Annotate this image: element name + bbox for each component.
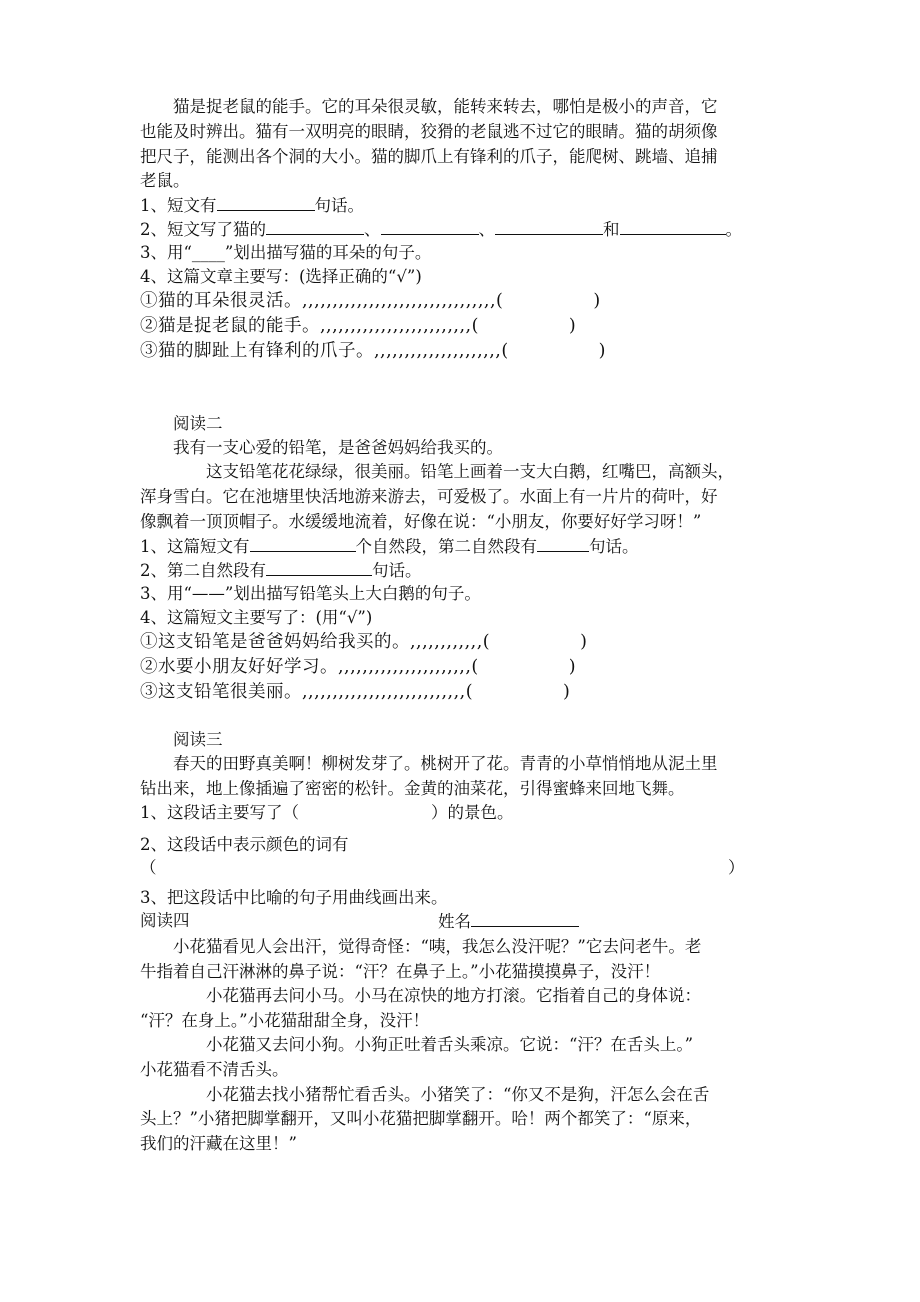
reading2-para-line: 像飘着一顶顶帽子。水缓缓地流着，好像在说：“小朋友，你要好好学习呀！” [140, 512, 702, 531]
name-blank[interactable] [471, 910, 579, 927]
reading2-question-4: 4、这篇短文主要写了：(用“√”) [140, 608, 373, 627]
reading2-option-2[interactable]: ②水要小朋友好好学习。,,,,,,,,,,,,,,,,,,,,,,( ) [140, 657, 577, 677]
reading3-heading: 阅读三 [140, 730, 223, 749]
reading3-para-line: 春天的田野真美啊！柳树发芽了。桃树开了花。青青的小草悄悄地从泥土里 [140, 754, 718, 773]
reading2-para-line: 这支铅笔花花绿绿，很美丽。铅笔上画着一支大白鹅，红嘴巴，高额头， [140, 462, 734, 481]
reading1-option-1[interactable]: ①猫的耳朵很灵活。,,,,,,,,,,,,,,,,,,,,,,,,,,,,,,,,( ) [140, 291, 601, 311]
reading1-para-line: 也能及时辨出。猫有一双明亮的眼睛，狡猾的老鼠逃不过它的眼睛。猫的胡须像 [140, 122, 718, 141]
reading3-answer-open-paren: （ [140, 858, 157, 877]
reading3-answer-close-paren: ） [728, 858, 745, 877]
answer-blank[interactable] [381, 218, 479, 235]
reading3-question-1: 1、这段话主要写了（ ）的景色。 [140, 803, 514, 822]
answer-blank[interactable] [266, 559, 372, 576]
reading1-question-2: 2、短文写了猫的 、 、 和 。 [140, 220, 742, 239]
reading1-para-line: 老鼠。 [140, 171, 190, 190]
answer-blank[interactable] [250, 535, 356, 552]
reading2-para-line: 浑身雪白。它在池塘里快活地游来游去，可爱极了。水面上有一片片的荷叶，好 [140, 487, 718, 506]
reading3-question-2: 2、这段话中表示颜色的词有 [140, 835, 349, 854]
reading4-para-line: “汗？在身上。”小花猫甜甜全身，没汗！ [140, 1011, 430, 1030]
name-field: 姓名 [438, 910, 579, 932]
reading2-option-1[interactable]: ①这支铅笔是爸爸妈妈给我买的。,,,,,,,,,,,,( ) [140, 632, 588, 652]
reading4-para-line: 小花猫再去问小马。小马在凉快的地方打滚。它指着自己的身体说： [140, 986, 701, 1005]
answer-blank[interactable] [620, 218, 726, 235]
reading2-heading: 阅读二 [140, 414, 223, 433]
reading4-para-line: 我们的汗藏在这里！” [140, 1134, 297, 1153]
reading4-para-line: 头上？”小猪把脚掌翻开，又叫小花猫把脚掌翻开。哈！两个都笑了：“原来， [140, 1109, 702, 1128]
reading4-para-line: 小花猫又去问小狗。小狗正吐着舌头乘凉。它说：“汗？在舌头上。” [140, 1035, 694, 1054]
reading4-para-line: 小花猫看不清舌头。 [140, 1060, 289, 1079]
reading1-para-line: 把尺子，能测出各个洞的大小。猫的脚爪上有锋利的爪子，能爬树、跳墙、追捕 [140, 147, 718, 166]
reading1-para-line: 猫是捉老鼠的能手。它的耳朵很灵敏，能转来转去，哪怕是极小的声音，它 [140, 97, 718, 116]
reading1-question-3: 3、用“____”划出描写猫的耳朵的句子。 [140, 243, 432, 262]
reading2-intro: 我有一支心爱的铅笔，是爸爸妈妈给我买的。 [140, 438, 503, 457]
reading2-question-1: 1、这篇短文有 个自然段，第二自然段有 句话。 [140, 537, 639, 556]
reading4-para-line: 小花猫去找小猪帮忙看舌头。小猪笑了：“你又不是狗，汗怎么会在舌 [140, 1085, 710, 1104]
reading2-question-3: 3、用“——”划出描写铅笔头上大白鹅的句子。 [140, 584, 481, 603]
answer-blank[interactable] [266, 218, 364, 235]
reading2-option-3[interactable]: ③这支铅笔很美丽。,,,,,,,,,,,,,,,,,,,,,,,,,,,( ) [140, 682, 571, 702]
reading3-para-line: 钻出来，地上像插遍了密密的松针。金黄的油菜花，引得蜜蜂来回地飞舞。 [140, 779, 685, 798]
reading4-heading: 阅读四 [140, 911, 190, 930]
reading1-question-1: 1、短文有 句话。 [140, 196, 364, 215]
reading4-para-line: 小花猫看见人会出汗，觉得奇怪：“咦，我怎么没汗呢？”它去问老牛。老 [140, 937, 702, 956]
reading1-option-3[interactable]: ③猫的脚趾上有锋利的爪子。,,,,,,,,,,,,,,,,,,,,,( ) [140, 341, 606, 361]
answer-blank[interactable] [495, 218, 603, 235]
reading4-para-line: 牛指着自己汗淋淋的鼻子说：“汗？在鼻子上。”小花猫摸摸鼻子，没汗！ [140, 962, 661, 981]
answer-blank[interactable] [537, 535, 589, 552]
answer-blank[interactable] [217, 194, 315, 211]
reading1-question-4: 4、这篇文章主要写：(选择正确的“√”) [140, 267, 422, 286]
reading1-option-2[interactable]: ②猫是捉老鼠的能手。,,,,,,,,,,,,,,,,,,,,,,,,,( ) [140, 316, 577, 336]
reading3-question-3: 3、把这段话中比喻的句子用曲线画出来。 [140, 888, 448, 907]
reading2-question-2: 2、第二自然段有 句话。 [140, 561, 422, 580]
